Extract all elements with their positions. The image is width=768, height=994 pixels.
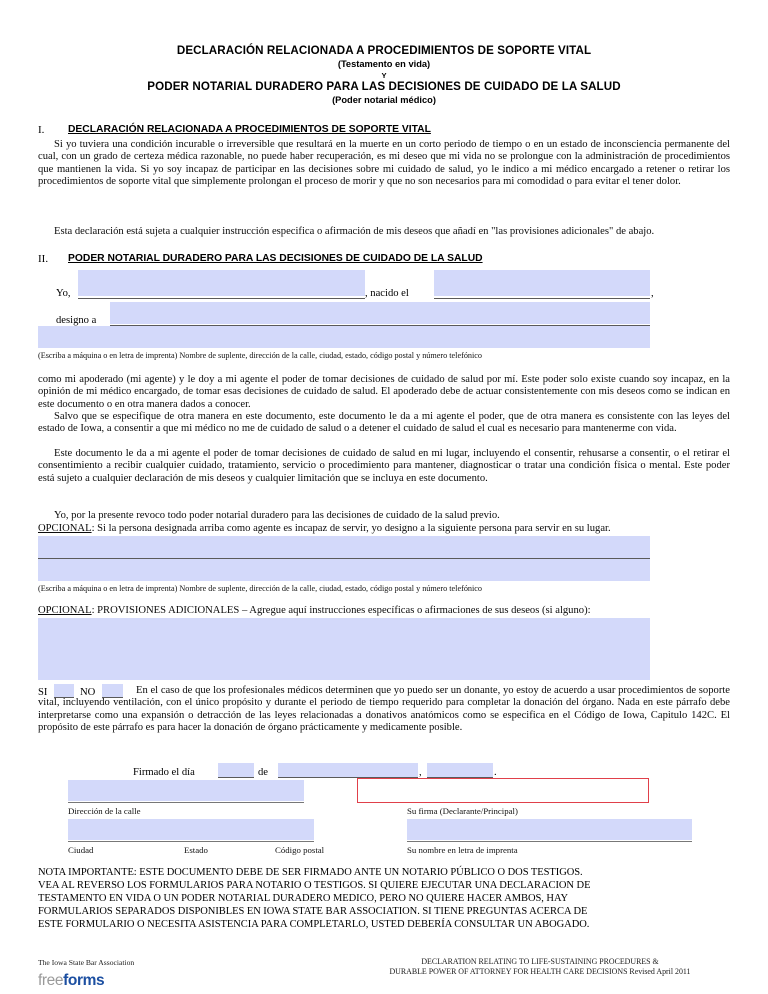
label-de: de	[258, 767, 268, 778]
important-notice-line-3: TESTAMENTO EN VIDA O UN PODER NOTARIAL DURADERO MEDICO, PERO NO QUIERE HACER AMBOS, HAY	[38, 893, 569, 905]
label-city: Ciudad	[68, 845, 94, 855]
sign-day-rule	[218, 777, 254, 778]
section-two-paragraph-2: Salvo que se especifique de otra manera en este documento, este documento le da a mi agente el poder, que de otra manera es consistente con las leyes del estado de Iowa, a consentir a que mi médico no me de cuidado de salud o a detener el cuidado de salud el cual es necesario para mantenerme con vida.	[38, 411, 730, 435]
title-line-2: (Testamento en vida)	[337, 59, 431, 69]
label-signature: Su firma (Declarante/Principal)	[407, 806, 518, 816]
section-one-paragraph-2: Esta declaración está sujeta a cualquier instrucción especifica o afirmación de mis deseos que añadí en "las provisiones adicionales" de abajo.	[54, 226, 655, 237]
additional-provisions-textarea[interactable]	[38, 618, 650, 680]
street-address-input[interactable]	[68, 780, 304, 801]
label-period-after-year: .	[494, 767, 497, 778]
signature-input[interactable]	[357, 778, 649, 803]
important-notice-line-1: NOTA IMPORTANTE: ESTE DOCUMENTO DEBE DE SER FIRMADO ANTE UN NOTARIO PÚBLICO O DOS TESTIGOS.	[38, 867, 583, 878]
label-yo: Yo,	[56, 288, 71, 299]
additional-provisions-heading	[38, 605, 730, 617]
section-two-numeral: II.	[38, 253, 49, 265]
section-two-paragraph-1: como mi apoderado (mi agente) y le doy a mi agente el poder de tomar decisiones de cuidado de salud por mí. Este poder solo existe cuando soy incapaz, en la opinión de mi médico encargado, de tomar esas decisiones de cuidado de salud. El apoderado debe de actuar consistentemente con mis deseos como se indican en este documento o en otra manera dados a conocer.	[38, 374, 730, 410]
label-no: NO	[80, 687, 96, 698]
section-one-paragraph-1: Si yo tuviera una condición incurable o irreversible que resultará en la muerte en un corto periodo de tiempo o en un estado de inconsciencia permanente del cual, con un grado de certeza médica razonable, no puede haber recuperación, es mi deseo que mi vida no se prolongue con la administración de procedimientos que mantienen la vida. Si yo soy incapaz de participar en las decisiones sobre mi cuidado de salud, yo le indico a mi médico encargado a retener o retirar los procedimientos de soporte vital que simplemente prolongan el proceso de morir y que no son necesarios para mi comodidad o para evitar el tener dolor.	[38, 139, 730, 188]
print-name-input[interactable]	[407, 819, 692, 840]
declarant-name-input[interactable]	[78, 270, 365, 296]
footer-ref-line-2: DURABLE POWER OF ATTORNEY FOR HEALTH CARE DECISIONS Revised April 2011	[389, 967, 691, 977]
optional-label-provisions: OPCIONAL	[38, 605, 92, 616]
footer-document-reference	[330, 957, 750, 978]
declarant-name-rule	[78, 298, 365, 299]
label-state: Estado	[184, 845, 208, 855]
section-one-heading-text: DECLARACIÓN RELACIONADA A PROCEDIMIENTOS DE SOPORTE VITAL	[68, 124, 431, 135]
print-name-rule	[407, 841, 692, 842]
declarant-birthdate-rule	[434, 298, 650, 299]
important-notice-line-4: FORMULARIOS SEPARADOS DISPONIBLES EN IOWA STATE BAR ASSOCIATION. SI TIENE PREGUNTAS ACERCA DE	[38, 906, 588, 918]
label-comma-after-month: ,	[419, 767, 422, 778]
successor-line1-input[interactable]	[38, 536, 650, 558]
additional-provisions-heading-rest: : PROVISIONES ADICIONALES – Agregue aquí instrucciones específicas o afirmaciones de sus deseos (si alguno):	[91, 605, 591, 616]
label-street-address: Dirección de la calle	[68, 806, 141, 816]
section-two-paragraph-4: Yo, por la presente revoco todo poder notarial duradero para las decisiones de cuidado de la salud previo.	[54, 510, 500, 521]
sign-year-input[interactable]	[427, 763, 493, 777]
label-firmado-el-dia: Firmado el día	[133, 767, 195, 778]
label-designo-a: designo a	[56, 315, 97, 326]
title-line-4: (Poder notarial médico)	[332, 95, 436, 105]
donation-paragraph: En el caso de que los profesionales médicos determinen que yo puedo ser un donante, yo estoy de acuerdo a usar procedimientos de soporte vital, incluyendo ventilación, con el único propósito y durante el periodo de tiempo requerido para completar la donación del órgano. Nada en este párrafo debe interpretarse como una expansión o detracción de las leyes relacionadas a donativos anatómicos como se especifica en el Código de Iowa, Capitulo 142C. El propósito de este párrafo es para hacer la donación de órgano prácticamente y medicamente posible.	[38, 685, 730, 734]
important-notice	[38, 866, 738, 931]
successor-fields-caption: (Escriba a máquina o en letra de imprenta) Nombre de suplente, dirección de la calle, ciudad, estado, código postal y número telefónico	[38, 584, 483, 593]
optional-successor-line	[38, 523, 730, 535]
document-title-block	[0, 44, 768, 107]
logo-forms-text: forms	[63, 972, 105, 989]
important-notice-line-2: VEA AL REVERSO LOS FORMULARIOS PARA NOTARIO O TESTIGOS. SI QUIERE EJECUTAR UNA DECLARACION DE	[38, 880, 591, 892]
city-state-zip-rule	[68, 841, 314, 842]
important-notice-line-5: ESTE FORMULARIO O NECESITA ASISTENCIA PARA COMPLETARLO, USTED DEBERÍA CONSULTAR UN ABOGADO.	[38, 919, 590, 931]
section-two-heading	[68, 253, 483, 264]
sign-month-input[interactable]	[278, 763, 418, 777]
designee-line2-input[interactable]	[38, 326, 650, 348]
designee-line1-input[interactable]	[110, 302, 650, 324]
label-comma-after-birthdate: ,	[651, 288, 654, 299]
footer-association-name: The Iowa State Bar Association	[38, 958, 135, 967]
section-two-paragraph-3: Este documento le da a mi agente el poder de tomar decisiones de cuidado de salud en mi lugar, incluyendo el consentir, rehusarse a consentir, o el retirar el consentimiento a recibir cualquier cuidado, tratamiento, servicio o procedimiento para mantener, diagnosticar o tratar una condición física o mental. Este poder está sujeto a cualquier declaración de mis deseos y cualquier limitación que se incluya en este documento.	[38, 448, 730, 484]
footer-ref-line-1: DECLARATION RELATING TO LIFE-SUSTAINING PROCEDURES &	[421, 957, 659, 966]
optional-label-successor: OPCIONAL	[38, 523, 92, 534]
title-line-1: DECLARACIÓN RELACIONADA A PROCEDIMIENTOS DE SOPORTE VITAL	[176, 44, 592, 57]
street-address-rule	[68, 802, 304, 803]
title-line-3: PODER NOTARIAL DURADERO PARA LAS DECISIONES DE CUIDADO DE LA SALUD	[147, 80, 621, 93]
label-nacido-el: , nacido el	[365, 288, 409, 299]
label-print-name: Su nombre en letra de imprenta	[407, 845, 518, 855]
title-conjunction: Y	[381, 71, 387, 80]
section-one-heading	[68, 124, 431, 135]
logo-free-text: free	[38, 972, 64, 989]
agent-fields-caption: (Escriba a máquina o en letra de imprenta) Nombre de suplente, dirección de la calle, ciudad, estado, código postal y número telefónico	[38, 351, 483, 360]
section-one-numeral: I.	[38, 124, 45, 136]
section-two-heading-text: PODER NOTARIAL DURADERO PARA LAS DECISIONES DE CUIDADO DE LA SALUD	[68, 253, 483, 264]
city-state-zip-input[interactable]	[68, 819, 314, 840]
label-zip: Código postal	[275, 845, 325, 855]
freeforms-logo	[38, 972, 104, 990]
label-si: SI	[38, 687, 48, 698]
sign-day-input[interactable]	[218, 763, 254, 777]
optional-successor-text: : Si la persona designada arriba como agente es incapaz de servir, yo designo a la siguiente persona para servir en su lugar.	[91, 523, 611, 534]
declarant-birthdate-input[interactable]	[434, 270, 650, 296]
successor-line2-input[interactable]	[38, 559, 650, 581]
